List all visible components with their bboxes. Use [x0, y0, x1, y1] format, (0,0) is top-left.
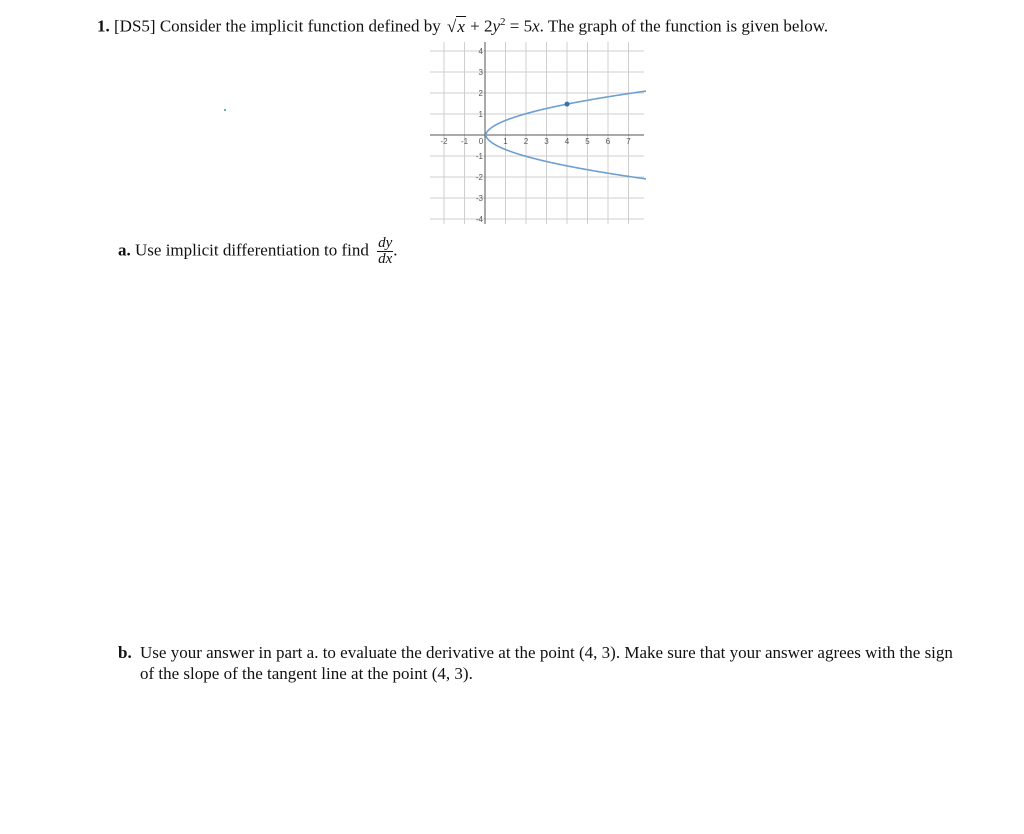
fraction-denominator: dx	[378, 251, 393, 267]
question-intro: Consider the implicit function defined by	[159, 16, 441, 36]
graph-svg	[424, 40, 648, 226]
function-graph	[424, 40, 648, 226]
part-a-end: .	[393, 240, 398, 260]
x-tick-label: 2	[523, 137, 529, 146]
part-b-label: b.	[118, 643, 132, 662]
question-number: 1.	[97, 16, 110, 36]
y-tick-label: -4	[475, 215, 483, 224]
eq-plus: + 2	[470, 16, 493, 36]
y-tick-label: -3	[475, 194, 483, 203]
eq-rhs: = 5	[509, 16, 533, 36]
part-a-text: Use implicit differentiation to find	[135, 240, 369, 260]
x-tick-label: 1	[503, 137, 508, 146]
x-tick-label: 7	[626, 137, 631, 146]
stray-dot	[224, 109, 226, 111]
y-tick-label: 2	[478, 89, 483, 98]
y-tick-label: 4	[478, 47, 483, 56]
y-tick-label: 1	[478, 110, 483, 119]
question-tag: [DS5]	[114, 16, 156, 36]
marked-point	[565, 102, 570, 107]
x-tick-label: 4	[564, 137, 570, 146]
x-tick-label: -1	[460, 137, 469, 146]
part-b	[118, 642, 968, 684]
eq-y: y	[492, 16, 501, 36]
part-a	[118, 236, 398, 267]
y-tick-label: -1	[475, 152, 483, 161]
x-tick-label: 3	[544, 137, 549, 146]
dy-dx-fraction	[377, 236, 393, 267]
part-a-label: a.	[118, 240, 131, 260]
sqrt-argument: x	[457, 16, 465, 36]
sqrt-expression: √x	[446, 16, 465, 36]
part-b-text: Use your answer in part a. to evaluate the derivative at the point (4, 3). Make sure that your answer agrees with the sign of the slope of the tangent line at the point (4, 3).	[140, 643, 953, 683]
x-tick-label: 5	[585, 137, 590, 146]
y-tick-label: 3	[478, 68, 483, 77]
fraction-numerator: dy	[378, 235, 393, 251]
x-tick-label: 0	[478, 137, 484, 146]
question-outro: . The graph of the function is given below.	[539, 16, 829, 36]
eq-exponent: 2	[500, 16, 506, 28]
x-tick-label: 6	[605, 137, 611, 146]
y-tick-label: -2	[475, 173, 483, 182]
question-1-statement	[97, 10, 997, 39]
eq-x: x	[532, 16, 540, 36]
x-tick-label: -2	[440, 137, 448, 146]
